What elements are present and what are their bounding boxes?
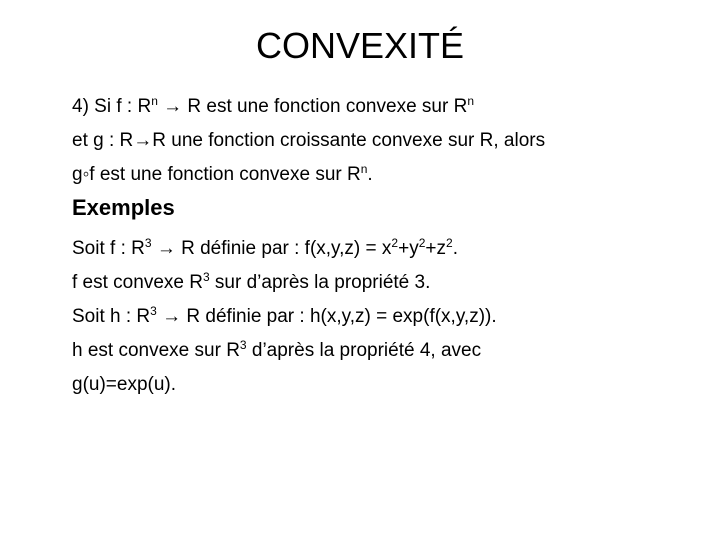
text: .	[452, 238, 458, 259]
superscript: 3	[239, 338, 247, 352]
superscript: 3	[150, 304, 157, 318]
superscript: n	[151, 94, 158, 108]
example-line-3	[72, 300, 702, 334]
text: +z	[425, 238, 446, 259]
superscript: 2	[446, 236, 453, 250]
examples-body	[72, 232, 702, 402]
text: Soit h : R	[72, 306, 151, 327]
text: .	[367, 164, 373, 185]
text: → R définie par : f(x,y,z) = x	[151, 238, 392, 259]
text: Soit f : R	[72, 238, 145, 259]
text: h est convexe sur R	[72, 340, 240, 361]
text: +y	[398, 238, 419, 259]
superscript: n	[467, 94, 474, 108]
example-line-2	[72, 266, 702, 300]
text: f est convexe R	[72, 272, 203, 293]
example-line-1	[72, 232, 702, 266]
example-line-5: g(u)=exp(u).	[72, 374, 177, 395]
superscript: 3	[144, 236, 152, 250]
property-line-1	[72, 90, 702, 124]
slide-title: CONVEXITÉ	[255, 25, 465, 66]
text: sur d’après la propriété 3.	[209, 272, 431, 293]
superscript: 3	[202, 270, 210, 284]
text: → R définie par : h(x,y,z) = exp(f(x,y,z)).	[156, 306, 497, 327]
superscript: 2	[391, 236, 399, 250]
example-line-4	[72, 334, 702, 368]
text: 4) Si f : R	[72, 96, 152, 117]
property-statement	[72, 90, 702, 192]
text: → R est une fonction convexe sur R	[157, 96, 468, 117]
property-line-2: et g : R→R une fonction croissante convexe sur R, alors	[72, 130, 546, 151]
superscript: 2	[418, 236, 426, 250]
text: d’après la propriété 4, avec	[246, 340, 482, 361]
property-line-3	[72, 158, 702, 192]
text: g◦f est une fonction convexe sur R	[72, 164, 361, 185]
superscript: n	[360, 162, 368, 176]
examples-heading: Exemples	[72, 195, 175, 220]
